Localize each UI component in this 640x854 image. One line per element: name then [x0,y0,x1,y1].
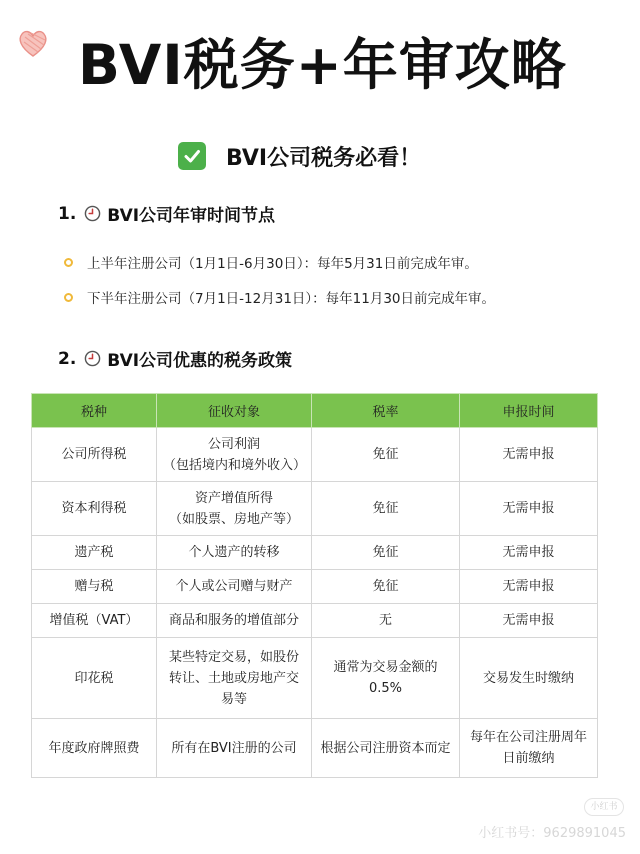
section-heading-annual-review [58,201,275,226]
bullet-icon [64,293,73,302]
cell-rate: 通常为交易金额的 0.5% [312,638,460,719]
heart-icon [16,26,50,60]
table-row [32,428,598,482]
clock-icon [84,205,101,222]
cell-tax: 年度政府牌照费 [32,719,157,778]
section-number: 2. [58,348,77,369]
cell-filing: 无需申报 [460,428,598,482]
section-heading-tax-policy [58,346,292,371]
list-item: 上半年注册公司（1月1日-6月30日）：每年5月31日前完成年审。 [64,252,478,272]
cell-tax: 印花税 [32,638,157,719]
column-header: 申报时间 [460,394,598,428]
cell-tax: 赠与税 [32,570,157,604]
subtitle-row [178,136,429,176]
section-title: BVI公司年审时间节点 [107,206,276,226]
cell-filing: 无需申报 [460,482,598,536]
section-number: 1. [58,203,77,224]
cell-object: 某些特定交易，如股份 转让、土地或房地产交 易等 [157,638,312,719]
watermark: 小红书号：9629891045 [478,826,626,841]
cell-tax: 公司所得税 [32,428,157,482]
table-row [32,604,598,638]
cell-tax: 遗产税 [32,536,157,570]
column-header: 税率 [312,394,460,428]
cell-rate: 免征 [312,482,460,536]
section-title: BVI公司优惠的税务政策 [107,351,293,371]
table-row [32,570,598,604]
cell-tax: 资本利得税 [32,482,157,536]
page-title: BVI税务+年审攻略 [78,33,567,97]
tax-policy-table [31,393,598,778]
cell-object: 个人或公司赠与财产 [157,570,312,604]
cell-rate: 免征 [312,536,460,570]
column-header: 征收对象 [157,394,312,428]
cell-filing: 无需申报 [460,536,598,570]
table-row [32,638,598,719]
cell-rate: 根据公司注册资本而定 [312,719,460,778]
cell-rate: 免征 [312,570,460,604]
cell-filing: 无需申报 [460,604,598,638]
table-row [32,482,598,536]
bullet-icon [64,258,73,267]
cell-object: 资产增值所得 （如股票、房地产等） [157,482,312,536]
cell-object: 商品和服务的增值部分 [157,604,312,638]
clock-icon [84,350,101,367]
table-row [32,536,598,570]
cell-object: 所有在BVI注册的公司 [157,719,312,778]
cell-tax: 增值税（VAT） [32,604,157,638]
watermark-badge: 小红书 [584,798,624,816]
table-header-row [32,394,598,428]
cell-filing: 每年在公司注册周年 日前缴纳 [460,719,598,778]
list-item: 下半年注册公司（7月1日-12月31日）：每年11月30日前完成年审。 [64,287,495,307]
cell-rate: 免征 [312,428,460,482]
cell-filing: 交易发生时缴纳 [460,638,598,719]
subtitle: BVI公司税务必看！ [218,141,429,172]
cell-filing: 无需申报 [460,570,598,604]
cell-object: 个人遗产的转移 [157,536,312,570]
cell-object: 公司利润 （包括境内和境外收入） [157,428,312,482]
check-icon [178,142,206,170]
table-row [32,719,598,778]
column-header: 税种 [32,394,157,428]
cell-rate: 无 [312,604,460,638]
